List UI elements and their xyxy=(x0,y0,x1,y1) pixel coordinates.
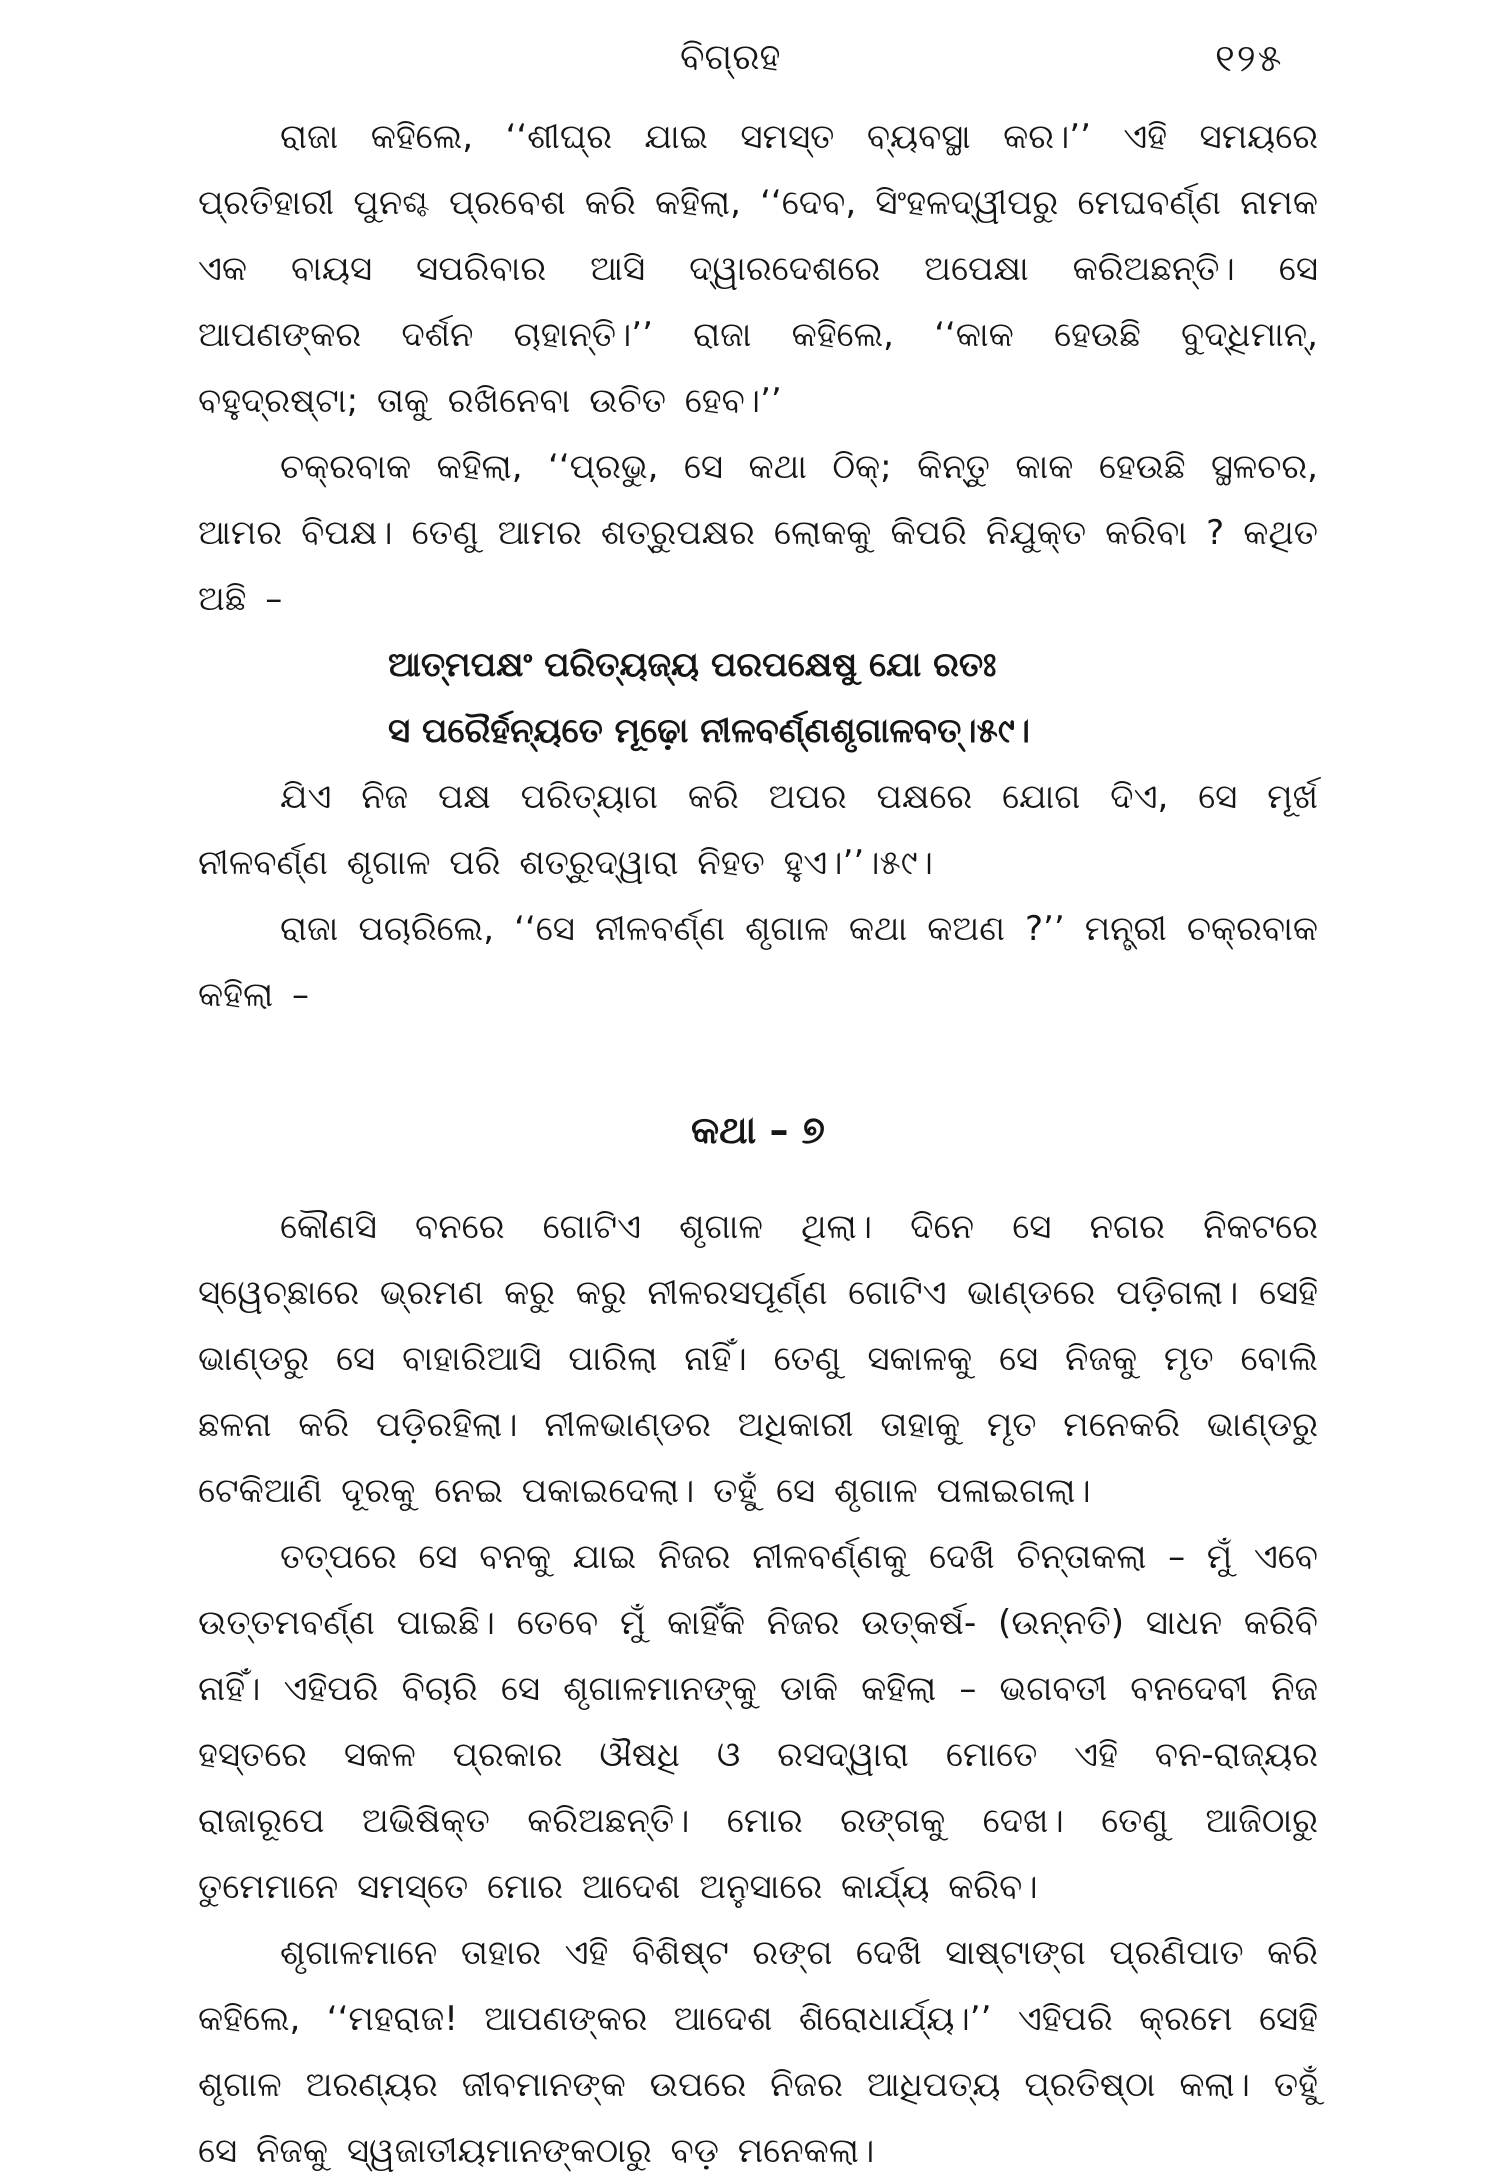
paragraph: ରାଜା ପଚାରିଲେ, ‘‘ସେ ନୀଳବର୍ଣ୍ଣ ଶୃଗାଳ କଥା କଅଣ ?’’ ମନ୍ତ୍ରୀ ଚକ୍ରବାକ କହିଲା – xyxy=(198,909,1318,1015)
story-paragraph: ଶୃଗାଳମାନେ ତାହାର ଏହି ବିଶିଷ୍ଟ ରଙ୍ଗ ଦେଖି ସାଷ୍ଟାଙ୍ଗ ପ୍ରଣିପାତ କରି କହିଲେ, ‘‘ମହରାଜ! ଆପଣଙ୍କର ଆଦେଶ ଶିରୋଧାର୍ଯ୍ୟ।’’ ଏହିପରି କ୍ରମେ ସେହି ଶୃଗାଳ ଅରଣ୍ୟର ଜୀବମାନଙ୍କ ଉପରେ ନିଜର ଆଧିପତ୍ୟ ପ୍ରତିଷ୍ଠା କଲା। ତହୁଁ ସେ ନିଜକୁ ସ୍ୱଜାତୀୟମାନଙ୍କଠାରୁ ବଡ଼ ମନେକଲା। xyxy=(198,1933,1318,2171)
story-paragraph: ତତ୍ପରେ ସେ ବନକୁ ଯାଇ ନିଜର ନୀଳବର୍ଣ୍ଣକୁ ଦେଖି ଚିନ୍ତାକଲା – ମୁଁ ଏବେ ଉତ୍ତମବର୍ଣ୍ଣ ପାଇଛି। ତେବେ ମୁଁ କାହିଁକି ନିଜର ଉତ୍କର୍ଷ- (ଉନ୍ନତି) ସାଧନ କରିବି ନାହିଁ। ଏହିପରି ବିଚାରି ସେ ଶୃଗାଳମାନଙ୍କୁ ଡାକି କହିଲା – ଭଗବତୀ ବନଦେବୀ ନିଜ ହସ୍ତରେ ସକଳ ପ୍ରକାର ଔଷଧି ଓ ରସଦ୍ୱାରା ମୋତେ ଏହି ବନ-ରାଜ୍ୟର ରାଜାରୂପେ ଅଭିଷିକ୍ତ କରିଅଛନ୍ତି। ମୋର ରଙ୍ଗକୁ ଦେଖ। ତେଣୁ ଆଜିଠାରୁ ତୁମେମାନେ ସମସ୍ତେ ମୋର ଆଦେଶ ଅନୁସାରେ କାର୍ଯ୍ୟ କରିବ। xyxy=(198,1537,1318,1907)
sanskrit-verse xyxy=(198,632,1318,764)
body-text xyxy=(198,104,1318,2184)
verse-line: ଆତ୍ମପକ୍ଷଂ ପରିତ୍ୟଜ୍ୟ ପରପକ୍ଷେଷୁ ଯୋ ରତଃ xyxy=(388,645,997,685)
paragraph: ରାଜା କହିଲେ, ‘‘ଶୀଘ୍ର ଯାଇ ସମସ୍ତ ବ୍ୟବସ୍ଥା କର।’’ ଏହି ସମୟରେ ପ୍ରତିହାରୀ ପୁନଶ୍ଚ ପ୍ରବେଶ କରି କହିଲା, ‘‘ଦେବ, ସିଂହଳଦ୍ୱୀପରୁ ମେଘବର୍ଣ୍ଣ ନାମକ ଏକ ବାୟସ ସପରିବାର ଆସି ଦ୍ୱାରଦେଶରେ ଅପେକ୍ଷା କରିଅଛନ୍ତି। ସେ ଆପଣଙ୍କର ଦର୍ଶନ ଚାହାନ୍ତି।’’ ରାଜା କହିଲେ, ‘‘କାକ ହେଉଛି ବୁଦ୍ଧିମାନ୍, ବହୁଦ୍ରଷ୍ଟା; ତାକୁ ରଖିନେବା ଉଚିତ ହେବ।’’ xyxy=(198,117,1318,421)
paragraph: ଚକ୍ରବାକ କହିଲା, ‘‘ପ୍ରଭୁ, ସେ କଥା ଠିକ୍; କିନ୍ତୁ କାକ ହେଉଛି ସ୍ଥଳଚର, ଆମର ବିପକ୍ଷ। ତେଣୁ ଆମର ଶତ୍ରୁପକ୍ଷର ଲୋକକୁ କିପରି ନିଯୁକ୍ତ କରିବା ? କଥିତ ଅଛି – xyxy=(198,447,1318,619)
verse-translation-paragraph: ଯିଏ ନିଜ ପକ୍ଷ ପରିତ୍ୟାଗ କରି ଅପର ପକ୍ଷରେ ଯୋଗ ଦିଏ, ସେ ମୂର୍ଖ ନୀଳବର୍ଣ୍ଣ ଶୃଗାଳ ପରି ଶତ୍ରୁଦ୍ୱାରା ନିହତ ହୁଏ।’’।୫୯। xyxy=(198,777,1318,883)
page-number: ୧୨୫ xyxy=(1215,36,1284,80)
story-paragraph: କୌଣସି ବନରେ ଗୋଟିଏ ଶୃଗାଳ ଥିଲା। ଦିନେ ସେ ନଗର ନିକଟରେ ସ୍ୱେଚ୍ଛାରେ ଭ୍ରମଣ କରୁ କରୁ ନୀଳରସପୂର୍ଣ୍ଣ ଗୋଟିଏ ଭାଣ୍ଡରେ ପଡ଼ିଗଲା। ସେହି ଭାଣ୍ଡରୁ ସେ ବାହାରିଆସି ପାରିଲା ନାହିଁ। ତେଣୁ ସକାଳକୁ ସେ ନିଜକୁ ମୃତ ବୋଲି ଛଳନା କରି ପଡ଼ିରହିଲା। ନୀଳଭାଣ୍ଡର ଅଧିକାରୀ ତାହାକୁ ମୃତ ମନେକରି ଭାଣ୍ଡରୁ ଟେକିଆଣି ଦୂରକୁ ନେଇ ପକାଇଦେଲା। ତହୁଁ ସେ ଶୃଗାଳ ପଳାଇଗଲା। xyxy=(198,1207,1318,1511)
section-heading: କଥା – ୭ xyxy=(691,1108,825,1152)
verse-line: ସ ପରୈର୍ହନ୍ୟତେ ମୂଢ଼ୋ ନୀଳବର୍ଣ୍ଣଶୃଗାଳବତ୍।୫୯। xyxy=(388,711,1031,751)
running-header xyxy=(0,28,1500,88)
running-title: ବିଗ୍ରହ xyxy=(680,37,781,78)
